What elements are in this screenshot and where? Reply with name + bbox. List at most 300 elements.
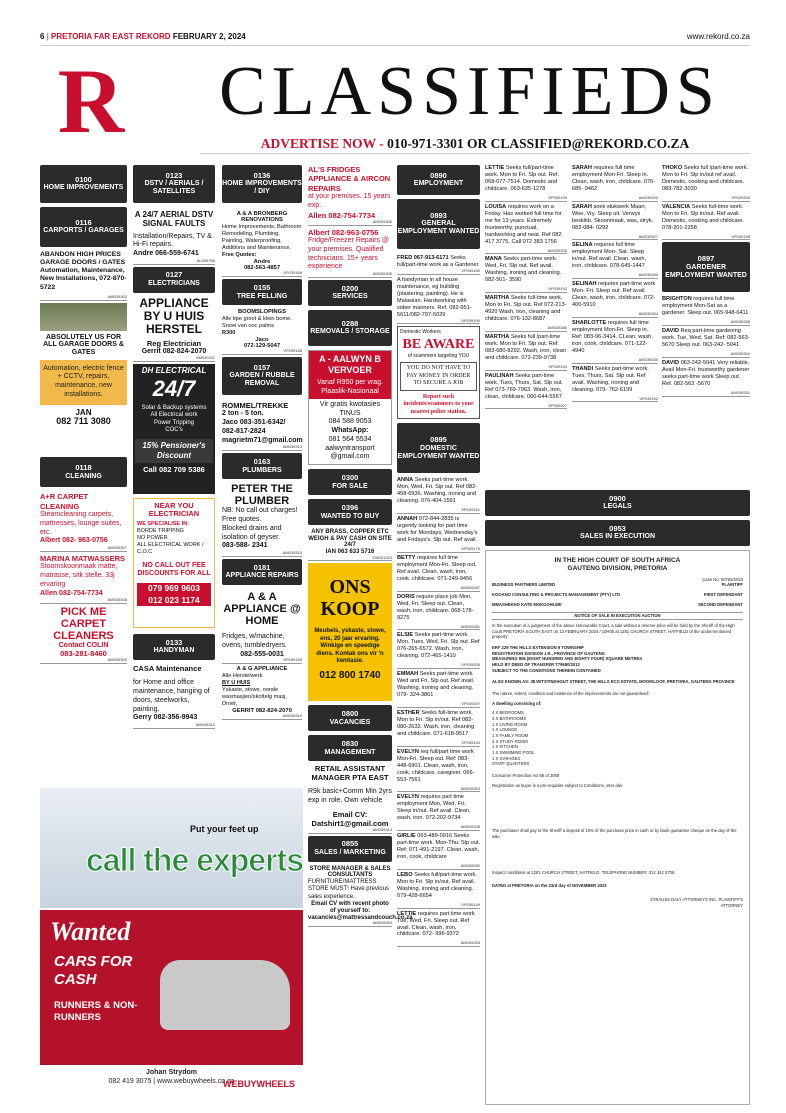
footer-strip [40,1065,303,1105]
section-title: SALES / MARKETING [314,848,386,856]
marina-ad-phone: Allen 082-754-7734 [40,589,103,597]
casa-ad-text: for Home and office maintenance, hanging of doors, steelworks, painting. [133,679,210,713]
advertise-banner [200,136,750,154]
ad-code: AM039333 [397,941,480,947]
classified-ad [572,320,658,355]
section-number: 0118 [75,462,92,472]
section-header-electricians [133,267,215,293]
ad-code: AM039288 [662,320,750,326]
store-title: STORE MANAGER & SALES CONSULTANTS [309,865,391,879]
section-title: HOME IMPROVEMENTS / DIY [222,180,302,196]
ad-name: MARTHA [485,295,510,302]
column-5 [397,165,480,1105]
ad-code: AM039302 [40,295,127,301]
ad-code: VP039198 [662,235,750,241]
aalwyn-phone-1: 084 588 9053 [328,418,372,426]
ad-code: AM039334 [572,312,658,318]
ad-name: THANDI [572,365,594,372]
ad-name: MANA [485,256,502,263]
section-number: 0157 [253,362,271,372]
near-item-2: ALL ELECTRICAL WORK / C.O.C [137,542,204,555]
section-title: HOME IMPROVEMENTS [43,184,124,192]
rommel-title: ROMMEL/TREKKE [222,401,289,411]
reg-electrician-title: Reg Electrician [146,339,202,349]
ad-name: DAVID [662,359,679,366]
room-item: 4 X BEDROOMS [492,710,524,716]
ad-code: VP039161 [397,508,480,514]
first-defendant-row [492,592,743,598]
second-defendant-label: SECOND DEFENDANT [698,601,743,607]
ad-text: Seeks full /part-time work. Mon to Fri. Slp out. Ref. 083-680-8292. Wash, iron, clean and childcare. 072-239-9738 [485,333,566,361]
brass-phone: IAN 063 633 5716 [325,549,375,555]
section-number: 0100 [75,174,92,184]
column-3 [222,165,302,783]
albert-title: Albert 082-963-0756 [308,227,379,237]
call-the-experts-ad [40,788,303,908]
ad-name: SHARLOTTE [572,319,607,326]
aalwyn-phone-2: 081 564 5534 [328,435,372,443]
bronberg-name: Andre [253,258,271,265]
section-header-tree-felling [222,279,302,305]
ad-code: AM039286 [485,326,567,332]
call-experts: call the experts [86,842,303,878]
section-number: 0181 [253,562,271,572]
near-you-ad [133,498,215,628]
section-title: DSTV / AERIALS / SATELLITES [144,180,204,196]
ad-code: VP039207 [485,404,567,410]
plaintiff-label: PLAINTIFF [721,582,743,588]
section-header-domestic [397,423,480,473]
rommel-email: magrietm71@gmail.com [222,436,303,444]
ad-code: VP039144 [397,741,480,747]
reg-electrician-phone: Gerrit 082-824-2070 [141,348,207,356]
be-aware-title: BE AWARE [402,336,475,352]
section-header-employment [397,165,480,195]
rooms-list [492,710,743,767]
casa-ad-title: CASA Maintenance [133,663,202,673]
aalwyn-whatsapp: WhatsApp: [331,427,369,435]
issue-date: FEBRUARY 2, 2024 [172,32,246,41]
ad-code: VP039168 [222,349,302,355]
section-number: 0200 [341,283,359,293]
consumer-act: Consumer Protection Act 68 of 2008 [492,773,560,779]
bronberg-phone: 082-563-4857 [243,265,281,272]
section-title: MANAGEMENT [324,748,376,756]
section-header-sales-execution [485,520,750,546]
pick-ad-contact: Contact COLIN [58,642,109,650]
ad-code: ZIA001323 [308,556,392,562]
ad-code: AM039314 [308,828,392,834]
dh-title: DH ELECTRICAL [141,365,207,375]
classified-ad [572,366,658,394]
store-text: FURNITURE/MATTRESS STORE MUST! Have previous sales experience. [308,878,389,900]
footer-text: The purchaser shall pay to the Sheriff a deposit of 10% of the purchase price in cash or by bank guarantee cheque on the day of the sale. [492,828,737,840]
book-name: Jaco [255,336,269,343]
ad-name: SARAH [572,165,592,171]
put-feet-up: Put your feet up [190,824,259,834]
section-header-wanted-to-buy [308,499,392,525]
room-item: 1 X SWIMMING POOL [492,750,535,756]
ad-name: SELINAH [572,281,597,288]
section-number: 0830 [341,739,359,749]
ad-code: AM039303 [397,787,480,793]
ad-name: FRED 067-913-6171 [397,255,449,261]
section-header-general-employment [397,199,480,249]
subject-to: SUBJECT TO THE CONDITIONS THEREIN CONTAINED [492,667,601,673]
be-aware-ad [397,326,480,419]
classified-ad [572,165,658,193]
aa-phone: 082-555-0031 [240,650,284,658]
aa2-byu: BY U HUIS [222,679,251,686]
section-header-gardener [662,242,750,292]
ad-text: soek stukwerk Maan, Woe, Vry. Sleep uit. Verwys beskikb. Skoonmaak, was, stryk. 082-084- 0292 [572,203,654,231]
section-title: WANTED TO BUY [320,512,380,520]
ad-text: requires full time employment Mon- Sat. Sleep in/out. Ref avail. Clean, wash, iron, childcare. 078-645-1447 [572,242,646,270]
handyman-ad: A handyman in all house maintenance, eg building (plastering, painting). He is Malawian. Hardworking with sober manners. Ref. 082-951-5611/082-797-5029 [397,276,472,318]
ad-name: DORIS [397,593,415,600]
section-number: 0300 [341,472,359,482]
ad-code: AM039315 [222,551,302,557]
classified-ad [485,334,567,362]
near-title: NEAR YOU ELECTRICIAN [148,500,200,519]
classified-ad [397,749,480,784]
ad-text: req full/part time work Mon-Fri. Sleep out. Ref: 083-448-6901. Clean, wash, iron, cook, childcare, caregiver. 066-553-7561 [397,748,475,783]
first-defendant-label: FIRST DEFENDANT [703,591,743,597]
section-title: GENERAL EMPLOYMENT WANTED [397,220,480,236]
measuring: MEASURING 806 (EIGHT HUNDRED AND EIGHTY FOUR) SQUARE METRES [492,656,643,662]
section-header-services [308,280,392,306]
known-as: ALSO KNOWN AS: 38 WITSTINKHOUT STREET, THE HILLS ECO ESTATE, MOOIKLOOF, PRETORIA, GAUTENG PROVINCE [492,679,735,685]
ad-text: requires full time employment Mon-Fri. Sleep in. Clean, wash, iron, childcare. 076-685- 9462 [572,165,656,192]
paper-name: PRETORIA FAR EAST REKORD [51,32,171,41]
ad-code: VP039159 [222,658,302,664]
book-title: BOOMSLOPINGS [238,309,286,316]
wanted-title: Wanted [50,917,131,946]
ad-name: LEBO [397,871,413,878]
ad-code: AM039304 [308,921,392,927]
room-item: 1 X LIVING ROOM [492,721,528,727]
second-defendant-row [492,602,743,608]
ad-code: VP039192 [485,287,567,293]
ad-name: LETTIE [485,165,505,171]
classified-ad [572,281,658,309]
case-number: Case No: 50752/2023 [702,576,743,582]
classified-ad [397,710,480,738]
ad-code: AM039287 [397,586,480,592]
fred-ad [397,255,480,269]
section-header-appliance-repairs [222,559,302,585]
ad-name: ELSIE [397,632,414,639]
section-title: GARDENER EMPLOYMENT WANTED [665,263,747,279]
notice-text: In the execution of a judgement of the above Honourable Court, a sale without a reserve price will be held by the Sheriff of the High Court PRETORIA SOUTH EAST on 13 FEBRUARY 2024 / 10H00 at 1281 CHURCH STREET, HATFIELD of the undermentioned property: [492,622,735,640]
ad-name: PAULINAH [485,372,514,379]
section-header-removals [308,310,392,346]
section-header-carports [40,207,127,247]
dated: DATED at PRETORIA on the 23rd day of NOVEMBER 2023 [492,883,607,889]
section-title: DOMESTIC EMPLOYMENT WANTED [397,444,480,460]
ad-text: Seeks part-time work. Tues, Thurs, Sat. Slp out. Ref avail. Washing, ironing and cleaning. 079- 762-6199 [572,365,649,393]
ad-text: Seeks part-time work. Tues, Thurs, Sat. Slp out. Ref 073-769-7963. Wash, iron, clean, childcare. 060-644-5567 [485,372,563,400]
dwelling: A dwelling consisting of: [492,700,542,706]
plaintiff-name: BUSINESS PARTNERS LIMITED [492,582,556,588]
ad-text: Seeks part-time work. Mon. Tues, Wed, Fri. Slp out. Ref 076-265-6572. Wash, iron, cleaning. 072-465-1410 [397,632,480,660]
contact-name: Johan Strydom [146,1069,197,1076]
pick-ad-phone: 083-281-8460 [60,649,107,659]
ad-code: AM039326 [485,249,567,255]
held-by: HELD BY DEED OF TRANSFER T79580/2012 [492,661,580,667]
room-item: 1 X GARAGES [492,755,521,761]
ad-code: AM039290 [397,864,480,870]
aalwyn-title: A - AALWYN B VERVOER [309,351,391,380]
carpet-ad-phone: Albert 082- 963-0756 [40,537,108,545]
ad-text: requires work on a Friday. Has worked full time for me for 13 years. Extremely trustworthy, punctual, hardworking and neat. Ref 082 417 3775. Call 072 383 1756 [485,203,562,245]
peter-text-1: NB: No call out charges! Free quotes. [222,507,298,524]
employment-ads-list [485,165,567,409]
pick-ad-title: PICK ME CARPET CLEANERS [53,606,114,643]
brand: WEBUYWHEELS [223,1079,295,1089]
peter-phone: 083-588- 2341 [222,542,268,550]
near-spec: WE SPECIALISE IN: [137,521,189,528]
book-price: R300 [222,329,236,336]
aalwyn-sub-1: Vanaf R950 per vrag. [309,379,391,388]
ad-code: VP039199 [485,196,567,202]
ad-text: Seeks full/part-time work. Mon to Fri. Slp out. Ref. 068-077-7514. Domestic and childcare. 063-635-1278 [485,165,559,192]
plaintiff-row [492,582,743,588]
section-title: HANDYMAN [153,647,195,655]
classified-ad [485,165,567,193]
section-title: SALES IN EXECUTION [579,533,656,541]
ad-text: requires part time work Tue, Wed, Fri. Sleep out. Ref avail. Clean, wash, iron, childcare. 072- 996-9372 [397,910,475,938]
ad-text: requires full time employment Mon-Fri. Sleep out. Ref avail. Clean, wash, iron, cook. childcare. 071-249-9456 [397,554,477,582]
be-aware-sub: Domestic Workers [400,329,441,336]
section-number: 0890 [430,170,447,180]
ad-text: Seeks full-time work. Mon to Fri. Slp out. Ref 072-213-4920 Wash, iron, cleaning and childcare. 076-132-8687 [485,295,567,323]
section-number: 0855 [341,839,359,849]
ad-text: Seeks part-time work. Wed and Fri. Slp out. Ref avail. Washing, ironing and cleaning. 079- 324-3861 [397,671,475,699]
section-header-management [308,735,392,761]
retail-text: R9k basic+Comm Min 2yrs exp in role, Own vehicle [308,787,392,804]
ad-code: AM039281 [397,625,480,631]
classified-ad [572,204,658,232]
employment-ads-list [572,165,658,402]
aa2-text2: Yskaste, stowe, oonde wasmasjien/skottelg masj, Droër, [222,686,287,707]
ad-code: VP039190 [397,319,480,325]
ad-text: requires full time employment Mon-Fri. Sleep in. Ref: 083-96-3414. CLean, wash, iron, cook, childcare. 071-122-4940 [572,319,653,354]
classified-ad [662,296,750,317]
ad-name: EVELYN [397,794,419,801]
classified-ad [397,671,480,699]
retail-title: RETAIL ASSISTANT MANAGER PTA EAST [311,764,389,782]
reg-division: REGISTRATION DIVISION J.R., PROVINCE OF GAUTENG [492,650,605,656]
carpet-ad-text: Steamcleaning carpets, mattresses, lounge suites, etc. [40,511,122,536]
ad-code: AM039307 [40,546,127,552]
classified-ad [397,911,480,939]
employment-ads-list [662,165,750,240]
ad-name: SARAH [572,203,592,210]
ad-name: ANNAH [397,516,418,523]
section-number: 0123 [165,170,183,180]
aa2-phone: GERRIT 082-824-2070 [232,707,292,714]
retail-email: Email CV: Datshirt1@gmail.com [311,810,389,828]
ad-text: requires part time employment Mon, Wed, Fri. Sleep in/out. Ref avail. Clean, wash, iron. 072-202-9734 [397,794,471,822]
ad-code: AM039313 [222,445,302,451]
section-number: 0396 [341,502,359,512]
aa2-title: A & G APPLIANCE [236,666,288,673]
section-title: CARPORTS / GARAGES [43,227,124,235]
ad-name: BRIGHTON [662,296,692,303]
ad-code: VP039193 [485,365,567,371]
ad-code: AM039331 [662,391,750,397]
bronberg-text: Home Improvements, Bathroom Remodeling, Plumbing, Painting, Waterproofing, Additions and Maintenance. [222,223,302,251]
ad-name: SELINA [572,242,593,249]
albert-text: Fridge/Freezer Repairs @ your premises. Qualified technicians. 15+ years experience [308,237,390,271]
ad-text: Seeks full-time work. Mon to Fri. Slp in/out. Ref 082-080-2632. Wash, iron, cleaning and childcare. 071-618-9517 [397,709,475,737]
ons-phone: 012 800 1740 [319,669,381,681]
classified-ad [397,872,480,900]
near-callout: NO CALL OUT FEE DISCOUNTS FOR ALL [137,561,211,577]
section-title: ELECTRICIANS [148,279,200,287]
inspect: Inspect conditions at 1281 CHURCH STREET, HATFIELD. TELEPHONE NUMBER: 012 342 0706. [492,869,676,875]
section-title: PLUMBERS [242,466,282,474]
classified-ad [397,555,480,583]
classified-ad [572,242,658,270]
ad-code: VP039182 [572,397,658,403]
section-header-garden-rubble [222,357,302,395]
ad-code: AM039327 [572,235,658,241]
section-number: 0800 [341,709,359,719]
section-number: 0288 [341,318,359,328]
garage-ad-text: Automation, electric fence + CCTV, repairs, maintenance, new installations. [40,360,127,405]
first-defendant-name: KGOANO CONSULTING & PROJECTS MANAGEMENT (PTY) LTD [492,591,621,597]
abandon-ad: ABANDON HIGH PRICES GARAGE DOORS / GATES Automation, Maintenance, New Installations, 072-870-5722 [40,251,127,291]
page-top-bar [40,32,750,46]
rommel-phone-1: Jaco 083-351-6342/ [222,419,286,427]
classified-ad [662,165,750,193]
ad-code: VP039169 [222,271,302,277]
garage-contact-name: JAN [75,407,92,417]
ad-code: AL006756 [133,259,215,265]
advertise-label: ADVERTISE NOW - [260,136,388,151]
court-title-1: IN THE HIGH COURT OF SOUTH AFRICA [554,557,681,564]
dh-247: 24/7 [152,375,196,401]
column-8 [662,165,750,485]
be-aware-text-1: of scammers targeting YOU [407,353,470,360]
ad-code: AM039306 [308,220,392,226]
section-number: 0133 [165,637,183,647]
ad-text: require place job Mon, Wed, Fri. Sleep out. Clean, wash, iron, childcare. 068-178- 9275 [397,593,474,621]
ad-text: Seeks full-time work. Mon to Fri. Slp in/out. Ref avail. Domestic, cooking and childcare. 078-201-2258 [662,203,745,231]
ad-code: AM039328 [397,825,480,831]
section-title: FOR SALE [332,482,368,490]
section-number: 0155 [253,282,271,292]
ad-code: AM039309 [40,658,127,664]
near-phone-1: 079 969 9603 [137,583,211,594]
room-item: 1 X KITCHEN [492,744,518,750]
section-title: LEGALS [603,503,632,511]
classified-ad [662,360,750,388]
classified-ad [397,833,480,861]
ad-name: LOUISA [485,203,507,210]
dh-phone: Call 082 709 5386 [143,464,205,474]
section-number: 0116 [75,217,92,227]
section-number: 0127 [165,270,183,280]
page-title: CLASSIFIEDS [219,53,721,130]
room-item: 1 X LOUNGE [492,727,518,733]
casa-ad-phone: Gerry 082-356-9943 [133,714,198,722]
ad-name: DAVID [662,328,679,335]
separator: | [46,32,51,41]
ad-code: VP039209 [397,663,480,669]
peter-title: PETER THE PLUMBER [231,483,293,508]
section-header-legals [485,490,750,516]
classified-ad [485,204,567,246]
column-6 [485,165,567,485]
aa-title: A & A APPLIANCE @ HOME [223,591,301,628]
classified-ad [485,295,567,323]
brass-text: ANY BRASS, COPPER ETC WEIGH & PAY CASH ON SITE 24/7 [308,529,392,549]
ons-text: Meubels, yskaste, stowe, ens, 20 jaar ervaring. Winkige en speedige diens. Kontak ons vir 'n kwotasie. [314,628,386,665]
section-header-dstv [133,165,215,203]
room-item: 4 X BATHROOMS [492,716,527,722]
be-aware-text-2: YOU DO NOT HAVE TO PAY MONEY IN ORDER TO SECURE A JOB [400,362,477,391]
section-title: EMPLOYMENT [413,180,464,188]
ad-text: Seeks part-time work. Mon, Wed, Fri. Sip out. Ref 082-458-6936. Washing, ironing and cleaning. 076-404-1591 [397,477,478,505]
ad-code: VP039205 [662,196,750,202]
second-defendant-name: MMASHEKHO KATE MOKGOHLWE [492,601,562,607]
court-notice [485,550,750,1105]
ad-text: Seeks full/part-time work. Mon to Fri. Slp in/out. Ref avail. Washing, ironing and cleaning. 079-428-6654 [397,871,477,899]
advertise-contact: 010-971-3301 OR CLASSIFIED@REKORD.CO.ZA [387,136,690,151]
ad-code: AM039305 [308,272,392,278]
ad-name: EMMAH [397,671,419,678]
section-title: TREE FELLING [236,292,288,300]
ad-name: EVELYN [397,748,419,755]
bronberg-free: Free Quotes: [222,251,257,258]
column-2 [133,165,215,783]
section-title: GARDEN / RUBBLE REMOVAL [229,372,295,388]
contact-phone[interactable]: 082 419 3075 | www.webuywheels.co.za [108,1077,235,1085]
be-aware-text-3: Report such incidents/scammers to your nearest police station. [403,393,474,415]
room-item: 2 X STUDY ROOM [492,738,528,744]
aalwyn-sub-2: Plaaslik-Nasionaal [309,388,391,399]
aalwyn-ad [308,350,392,465]
ad-code: AM039292 [572,196,658,202]
section-header-vacancies [308,705,392,731]
section-number: 0953 [609,523,626,533]
classified-ad [397,477,480,505]
ad-name: ANNA [397,477,414,484]
section-title: CLEANING [65,472,102,480]
ad-text: 072-844-2835 is urgently looking for part time work for Mondays, Wednesday's and Fridays's. Slp out. Ref avail. [397,516,478,544]
section-number: 0893 [430,210,447,220]
column-1 [40,165,127,783]
we-buy-wheels-ad [40,910,303,1105]
section-number: 0895 [430,435,447,445]
section-title: VACANCIES [329,718,371,726]
section-title: APPLIANCE REPAIRS [225,572,299,580]
ad-code: VP039180 [397,269,480,275]
bronberg-title: A & A BRONBERG RENOVATIONS [236,211,288,224]
ad-text: 063-489-0916 Seeks part-time work. Mon-Thu. Slp out. Ref: 071-491-2197. Clean, wash, iron, cook, childcare [397,833,481,861]
rommel-text: 2 ton - 5 ton. [222,410,264,418]
ad-code: AM039304 [662,352,750,358]
section-header-home-improvements [40,165,127,203]
website[interactable]: www.rekord.co.za [686,32,750,41]
section-number: 0900 [609,493,626,503]
court-title-2: GAUTENG DIVISION, PRETORIA [567,564,668,572]
ad-name: BETTY [397,554,416,561]
section-header-sales-marketing [308,836,392,862]
